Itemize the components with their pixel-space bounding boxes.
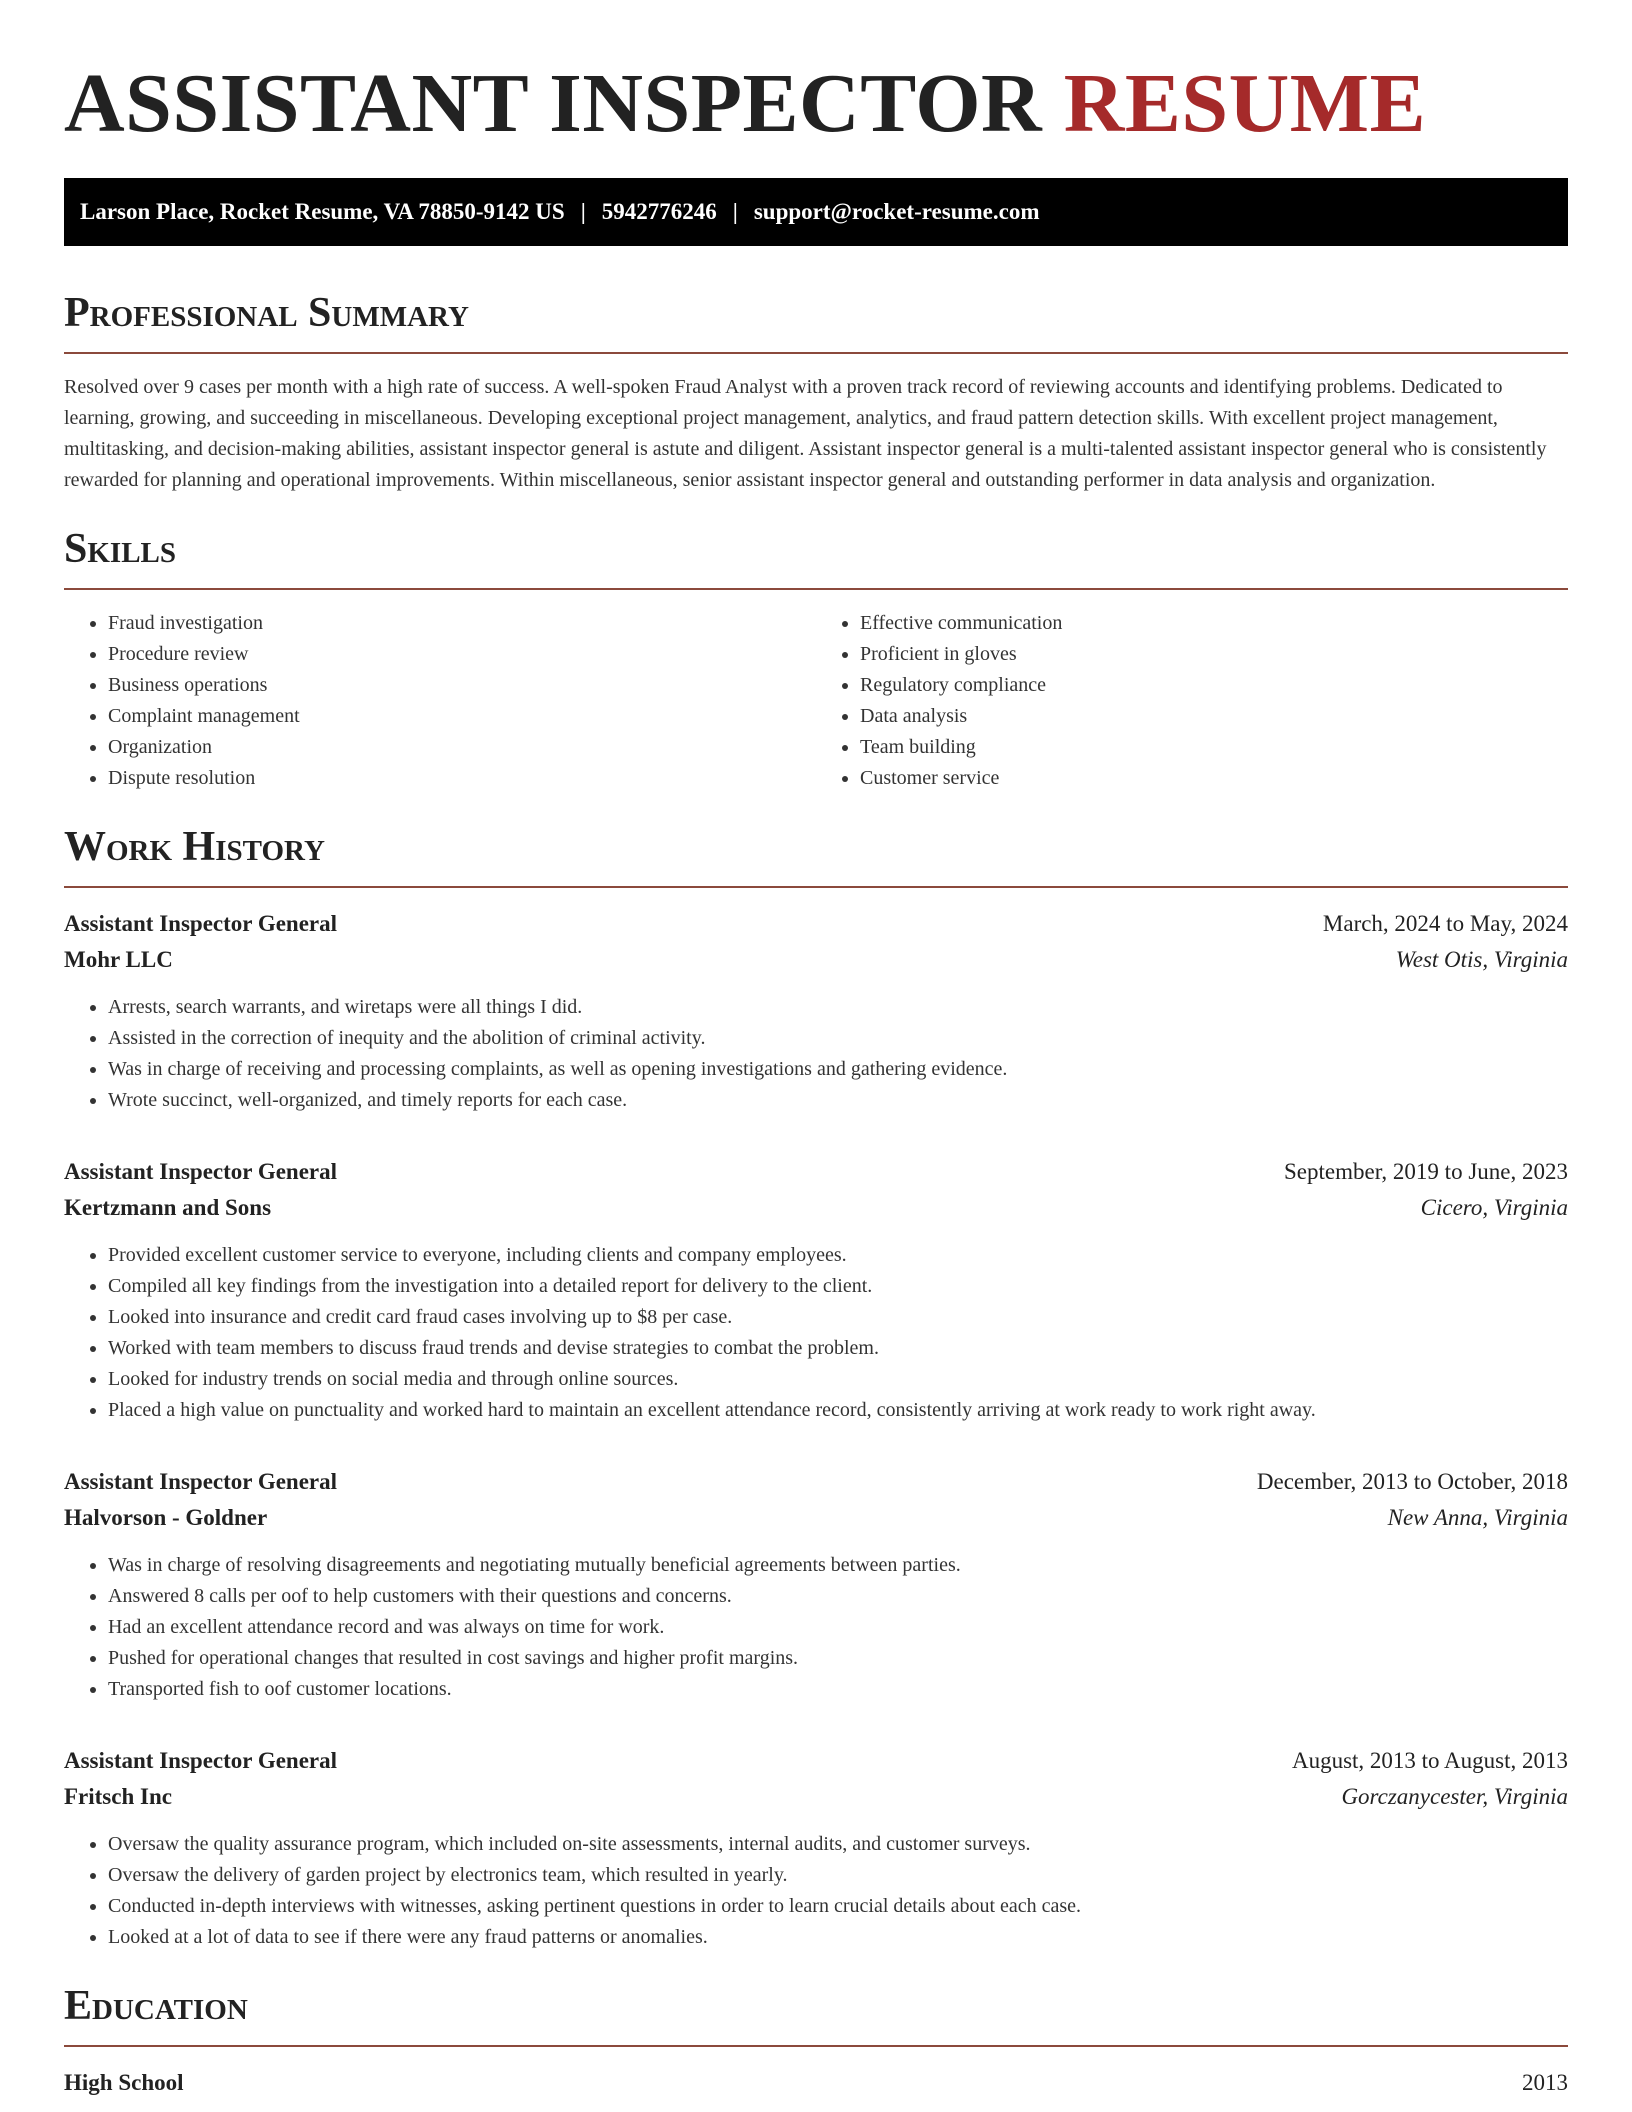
skill-item: • Effective communication bbox=[860, 608, 1568, 639]
contact-bar bbox=[64, 178, 1568, 246]
contact-separator: | bbox=[580, 199, 586, 224]
skills-heading: Skills bbox=[64, 526, 177, 572]
education-heading: Education bbox=[64, 1983, 248, 2029]
education-level: High School bbox=[64, 2070, 184, 2095]
skill-item: • Proficient in gloves bbox=[860, 639, 1568, 670]
skills-section bbox=[64, 524, 1568, 794]
job-bullet: • Looked for industry trends on social media and through online sources. bbox=[108, 1364, 1568, 1395]
resume-title bbox=[64, 0, 1568, 152]
job-bullet: • Was in charge of resolving disagreements and negotiating mutually beneficial agreements between parties. bbox=[108, 1550, 1568, 1581]
job-bullet-list bbox=[64, 1240, 1568, 1426]
job-dates: March, 2024 to May, 2024 bbox=[1322, 911, 1568, 936]
summary-heading: Professional Summary bbox=[64, 290, 469, 336]
section-divider bbox=[64, 352, 1568, 354]
section-divider bbox=[64, 2045, 1568, 2047]
skill-item: • Team building bbox=[860, 732, 1568, 763]
job-bullet: • Answered 8 calls per oof to help customers with their questions and concerns. bbox=[108, 1581, 1568, 1612]
contact-phone: 5942776246 bbox=[601, 199, 717, 224]
skill-item: • Complaint management bbox=[108, 701, 816, 732]
job-bullet: • Provided excellent customer service to everyone, including clients and company employees. bbox=[108, 1240, 1568, 1271]
job-bullet: • Arrests, search warrants, and wiretaps were all things I did. bbox=[108, 992, 1568, 1023]
summary-text: Resolved over 9 cases per month with a high rate of success. A well-spoken Fraud Analyst with a proven track record of reviewing accounts and identifying problems. Dedicated to learning, growing, and succeeding in miscellaneous. Developing exceptional project management, analytics, and fraud pattern detection skills. With excellent project management, multitasking, and decision-making abilities, assistant inspector general is astute and diligent. Assistant inspector general is a multi-talented assistant inspector general who is consistently rewarded for planning and operational improvements. Within miscellaneous, senior assistant inspector general and outstanding performer in data analysis and organization. bbox=[64, 376, 1547, 491]
job-bullet: • Looked into insurance and credit card fraud cases involving up to $8 per case. bbox=[108, 1302, 1568, 1333]
skill-item: • Fraud investigation bbox=[108, 608, 816, 639]
title-accent: RESUME bbox=[1063, 57, 1427, 150]
skills-grid bbox=[64, 608, 1568, 794]
job-company: Fritsch Inc bbox=[64, 1784, 172, 1809]
job-entry bbox=[64, 1743, 1568, 1953]
job-bullet-list bbox=[64, 992, 1568, 1116]
skill-item: • Regulatory compliance bbox=[860, 670, 1568, 701]
skills-list-right bbox=[816, 608, 1568, 794]
job-bullet: • Assisted in the correction of inequity and the abolition of criminal activity. bbox=[108, 1023, 1568, 1054]
job-entry bbox=[64, 1154, 1568, 1426]
job-bullet: • Wrote succinct, well-organized, and timely reports for each case. bbox=[108, 1085, 1568, 1116]
job-company: Halvorson - Goldner bbox=[64, 1505, 268, 1530]
section-divider bbox=[64, 886, 1568, 888]
work-history-heading: Work History bbox=[64, 824, 325, 870]
job-bullet: • Pushed for operational changes that resulted in cost savings and higher profit margins. bbox=[108, 1643, 1568, 1674]
work-history-section bbox=[64, 822, 1568, 1953]
education-year: 2013 bbox=[1522, 2070, 1568, 2095]
job-bullet: • Conducted in-depth interviews with witnesses, asking pertinent questions in order to learn crucial details about each case. bbox=[108, 1891, 1568, 1922]
job-dates: August, 2013 to August, 2013 bbox=[1291, 1748, 1568, 1773]
job-dates: December, 2013 to October, 2018 bbox=[1256, 1469, 1568, 1494]
job-title: Assistant Inspector General bbox=[64, 911, 338, 936]
job-bullet: • Compiled all key findings from the investigation into a detailed report for delivery to the client. bbox=[108, 1271, 1568, 1302]
job-title: Assistant Inspector General bbox=[64, 1748, 338, 1773]
job-dates: September, 2019 to June, 2023 bbox=[1284, 1159, 1568, 1184]
job-location: New Anna, Virginia bbox=[1387, 1505, 1568, 1530]
job-title: Assistant Inspector General bbox=[64, 1159, 338, 1184]
job-bullet-list bbox=[64, 1829, 1568, 1953]
skill-item: • Dispute resolution bbox=[108, 763, 816, 794]
contact-email: support@rocket-resume.com bbox=[753, 199, 1040, 224]
skill-item: • Business operations bbox=[108, 670, 816, 701]
job-bullet: • Looked at a lot of data to see if there were any fraud patterns or anomalies. bbox=[108, 1922, 1568, 1953]
skill-item: • Data analysis bbox=[860, 701, 1568, 732]
contact-address: Larson Place, Rocket Resume, VA 78850-9142 US bbox=[80, 199, 565, 224]
skill-item: • Customer service bbox=[860, 763, 1568, 794]
job-bullet: • Worked with team members to discuss fraud trends and devise strategies to combat the problem. bbox=[108, 1333, 1568, 1364]
title-main: ASSISTANT INSPECTOR bbox=[64, 57, 1043, 150]
job-bullet: • Placed a high value on punctuality and worked hard to maintain an excellent attendance record, consistently arriving at work ready to work right away. bbox=[108, 1395, 1568, 1426]
job-bullet: • Was in charge of receiving and processing complaints, as well as opening investigations and gathering evidence. bbox=[108, 1054, 1568, 1085]
job-location: Gorczanycester, Virginia bbox=[1341, 1784, 1568, 1809]
education-entry bbox=[64, 2065, 1568, 2101]
job-entry bbox=[64, 906, 1568, 1116]
job-location: Cicero, Virginia bbox=[1420, 1195, 1568, 1220]
section-divider bbox=[64, 588, 1568, 590]
job-bullet: • Oversaw the quality assurance program, which included on-site assessments, internal audits, and customer surveys. bbox=[108, 1829, 1568, 1860]
summary-section bbox=[64, 288, 1568, 496]
job-company: Mohr LLC bbox=[64, 947, 173, 972]
job-company: Kertzmann and Sons bbox=[64, 1195, 272, 1220]
job-bullet: • Had an excellent attendance record and was always on time for work. bbox=[108, 1612, 1568, 1643]
job-bullet: • Oversaw the delivery of garden project by electronics team, which resulted in yearly. bbox=[108, 1860, 1568, 1891]
skill-item: • Procedure review bbox=[108, 639, 816, 670]
job-location: West Otis, Virginia bbox=[1395, 947, 1568, 972]
job-title: Assistant Inspector General bbox=[64, 1469, 338, 1494]
contact-separator: | bbox=[732, 199, 738, 224]
job-entry bbox=[64, 1464, 1568, 1705]
skills-list-left bbox=[64, 608, 816, 794]
job-bullet-list bbox=[64, 1550, 1568, 1705]
skill-item: • Organization bbox=[108, 732, 816, 763]
education-section bbox=[64, 1981, 1568, 2101]
job-bullet: • Transported fish to oof customer locations. bbox=[108, 1674, 1568, 1705]
